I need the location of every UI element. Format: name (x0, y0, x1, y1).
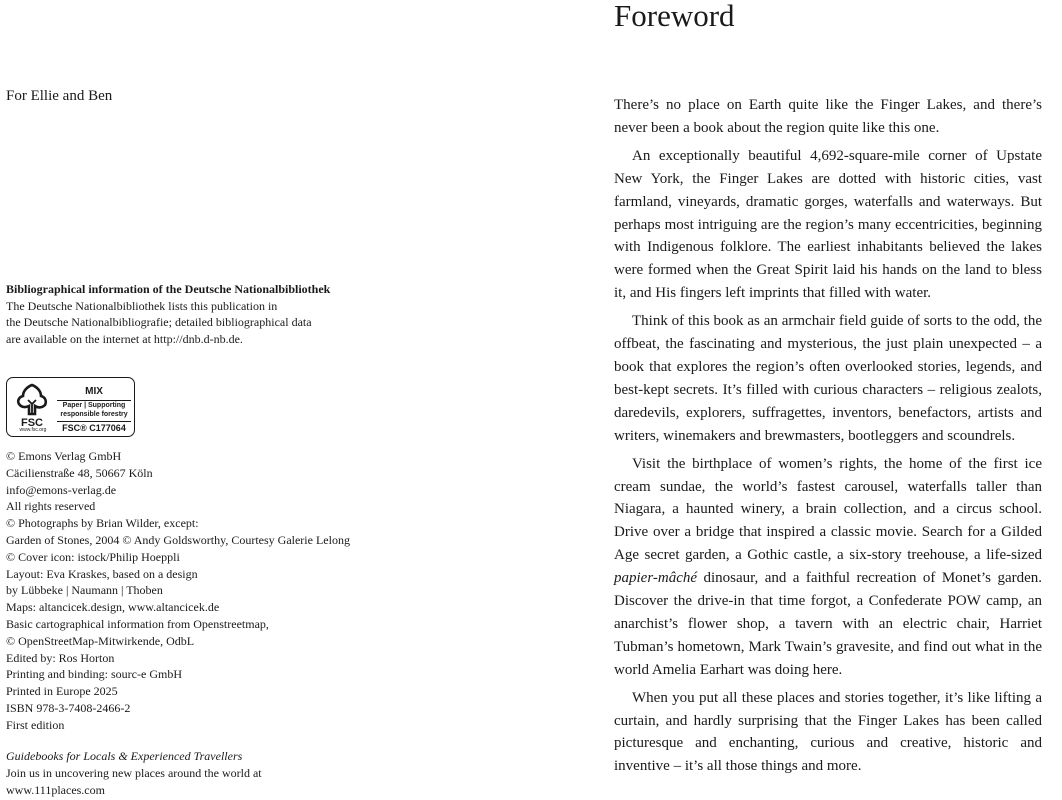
imprint-line: © Photographs by Brian Wilder, except: (6, 516, 199, 531)
series-title: Guidebooks for Locals & Experienced Travellers (6, 749, 243, 763)
right-page (614, 0, 1044, 800)
page-title: Foreword (614, 0, 735, 33)
imprint-line: © OpenStreetMap-Mitwirkende, OdbL (6, 633, 195, 648)
fsc-divider (57, 400, 131, 401)
imprint-line: Basic cartographical information from Openstreetmap, (6, 616, 269, 631)
series-url: www.111places.com (6, 782, 105, 797)
fsc-desc-line: Paper | Supporting (62, 402, 126, 409)
paragraph: Think of this book as an armchair field guide of sorts to the odd, the offbeat, the fascinating and mysterious, the just plain unexpected – a book that explores the region’s often overlooked stories, legends, and best-kept secrets. It’s filled with curious characters – religious zealots, daredevils, explorers, suffragettes, inventors, benefactors, artists and writers, winemakers and brewmasters, bootleggers and scoundrels. (614, 313, 1042, 444)
paragraph: An exceptionally beautiful 4,692-square-mile corner of Upstate New York, the Finger Lakes are dotted with historic cities, vast farmland, vineyards, dramatic gorges, waterfalls and waterways. But perhaps most intriguing are the region’s many eccentricities, beginning with Indigenous folklore. The earliest inhabitants believed the lakes were formed when the Great Spirit laid his hands on the land to bless it, and His fingers left imprints that filled with water. (614, 147, 1042, 302)
fsc-code: FSC® C177064 (62, 423, 126, 433)
biblio-line: The Deutsche Nationalbibliothek lists this publication in (6, 298, 278, 313)
imprint-line: © Emons Verlag GmbH (6, 449, 122, 463)
imprint-line: Printed in Europe 2025 (6, 684, 118, 699)
imprint-line: Printing and binding: sourc-e GmbH (6, 667, 182, 682)
imprint-line: © Cover icon: istock/Philip Hoeppli (6, 549, 180, 564)
fsc-description (57, 402, 131, 419)
fsc-label (6, 377, 135, 437)
paragraph-text: Visit the birthplace of women’s rights, the home of the first ice cream sundae, the world’s fastest carousel, waterfalls taller than Niagara, a haunted winery, a brain collection, and a circus school. Drive over a bridge that inspired a classic movie. Search for a Gilded Age secret garden, a Gothic castle, a six-story treehouse, a life-sized (614, 455, 1042, 564)
paragraph (614, 453, 1042, 682)
paragraph-text: dinosaur, and a faithful recreation of Monet’s garden. Discover the drive-in that time forgot, a Confederate POW camp, an anarchist’s flower shop, a tavern with an electric chair, Harriet Tubman’s hometown, Mark Twain’s gravesite, and find out what in the world Amelia Earhart was doing here. (614, 570, 1042, 678)
biblio-line: are available on the internet at http://dnb.d-nb.de. (6, 331, 243, 346)
foreword-body (614, 94, 1042, 778)
biblio-heading: Bibliographical information of the Deutsche Nationalbibliothek (6, 282, 331, 296)
imprint-line: Maps: altancicek.design, www.altancicek.de (6, 600, 220, 615)
imprint (6, 448, 426, 734)
imprint-line: by Lübbeke | Naumann | Thoben (6, 583, 163, 598)
imprint-line: info@emons-verlag.de (6, 482, 117, 497)
series-line: Join us in uncovering new places around the world at (6, 765, 262, 780)
bibliographical-info (6, 281, 406, 347)
imprint-line: Garden of Stones, 2004 © Andy Goldsworthy, Courtesy Galerie Lelong (6, 532, 350, 547)
fsc-brand-text: FSC (21, 417, 43, 429)
imprint-line: Cäcilienstraße 48, 50667 Köln (6, 465, 153, 480)
biblio-line: the Deutsche Nationalbibliografie; detailed bibliographical data (6, 315, 312, 329)
imprint-line: Edited by: Ros Horton (6, 650, 115, 665)
paragraph: There’s no place on Earth quite like the Finger Lakes, and there’s never been a book about the region quite like this one. (614, 97, 1042, 136)
imprint-line: Layout: Eva Kraskes, based on a design (6, 566, 198, 581)
series-info (6, 748, 426, 798)
paragraph: When you put all these places and stories together, it’s like lifting a curtain, and hardly surprising that the Finger Lakes has been called picturesque and enchanting, curious and creative, historic and inventive – it’s all those things and more. (614, 689, 1042, 775)
fsc-divider (57, 421, 131, 422)
imprint-line: ISBN 978-3-7408-2466-2 (6, 700, 131, 715)
dedication: For Ellie and Ben (6, 88, 113, 104)
fsc-web: www.fsc.org (19, 427, 47, 433)
fsc-mix: MIX (85, 386, 103, 397)
imprint-line: First edition (6, 717, 65, 732)
imprint-line: All rights reserved (6, 499, 96, 514)
italic-term: papier-mâché (614, 570, 698, 587)
fsc-desc-line: responsible forestry (60, 410, 128, 418)
left-page (0, 0, 520, 800)
